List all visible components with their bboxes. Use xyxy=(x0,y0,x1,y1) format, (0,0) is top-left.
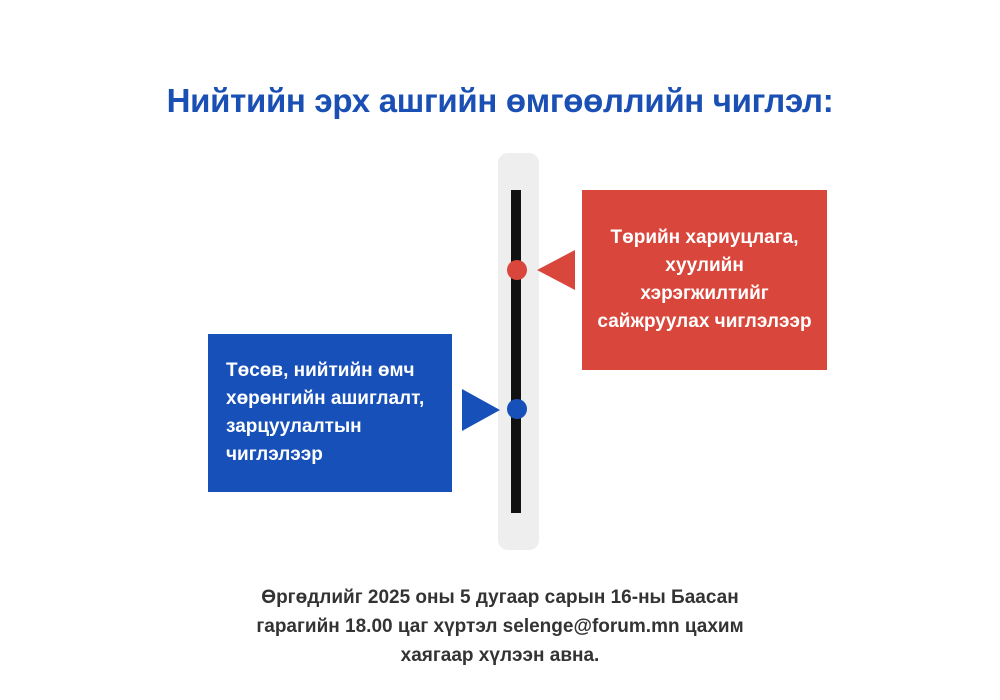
page-title: Нийтийн эрх ашгийн өмгөөллийн чиглэл: xyxy=(166,82,834,119)
application-note-line: Өргөдлийг 2025 оны 5 дугаар сарын 16-ны Баасан xyxy=(261,587,739,608)
direction-box-line: хэрэгжилтийг xyxy=(640,283,769,304)
pointer-arrow-left-icon xyxy=(537,250,575,290)
timeline-dot-red xyxy=(507,260,527,280)
direction-box-line: Төрийн хариуцлага, xyxy=(610,227,799,248)
application-note-line: хаягаар хүлээн авна. xyxy=(400,645,600,666)
direction-box-budget xyxy=(208,334,452,492)
timeline-dot-blue xyxy=(507,399,527,419)
direction-box-line: зарцуулалтын xyxy=(226,416,362,437)
direction-box-line: чиглэлээр xyxy=(226,444,323,465)
direction-box-line: хөрөнгийн ашиглалт, xyxy=(226,388,425,409)
pointer-arrow-right-icon xyxy=(462,389,500,431)
direction-box-line: хуулийн xyxy=(665,255,744,276)
timeline-line xyxy=(511,190,521,513)
application-note-line: гарагийн 18.00 цаг хүртэл selenge@forum.mn цахим xyxy=(256,616,744,637)
application-note xyxy=(0,583,1000,670)
direction-box-line: Төсөв, нийтийн өмч xyxy=(226,360,415,381)
direction-box-line: сайжруулах чиглэлээр xyxy=(597,311,812,332)
direction-box-accountability xyxy=(582,190,827,370)
